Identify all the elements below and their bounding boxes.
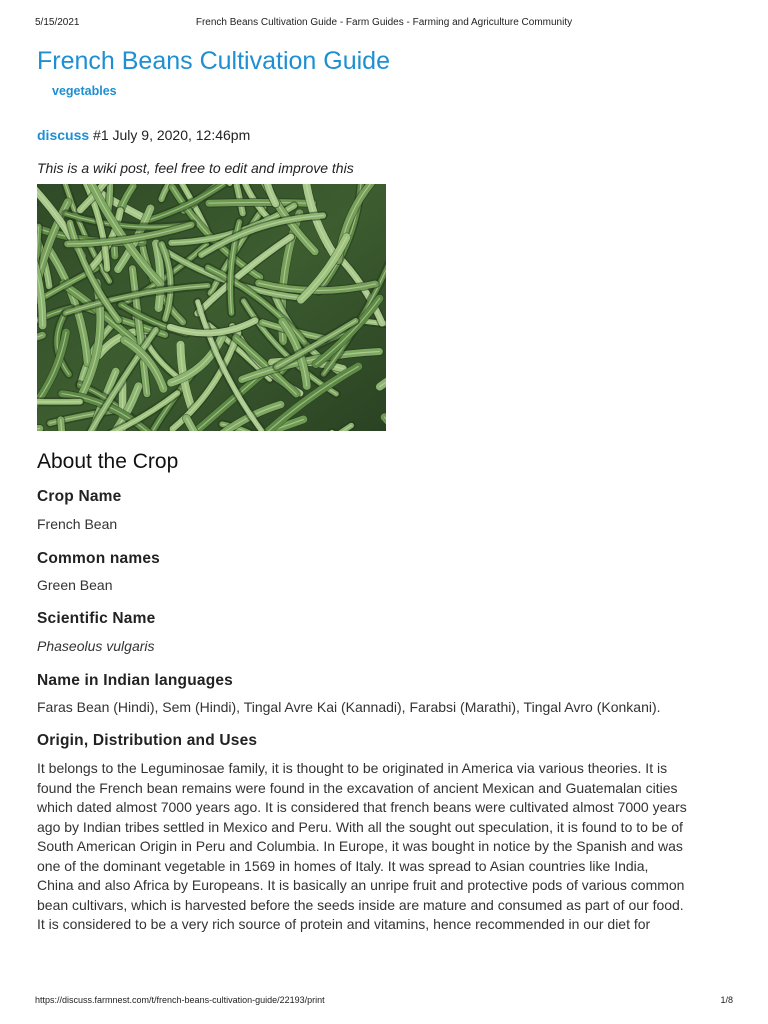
category-link[interactable]: vegetables [52, 84, 117, 98]
origin-paragraph-continued: It is considered to be a very rich source of protein and vitamins, hence recommended in our diet for [37, 916, 651, 932]
post-meta [37, 126, 687, 144]
print-url: https://discuss.farmnest.com/t/french-beans-cultivation-guide/22193/print [35, 995, 325, 1005]
post-author-link[interactable]: discuss [37, 127, 90, 143]
about-crop-heading: About the Crop [37, 450, 179, 473]
print-date: 5/15/2021 [35, 17, 80, 28]
topic-title[interactable]: French Beans Cultivation Guide [37, 47, 390, 75]
print-footer [35, 995, 733, 1009]
common-names-value: Green Bean [37, 576, 113, 593]
french-beans-photo [37, 184, 386, 431]
print-header [35, 17, 733, 31]
scientific-name-heading: Scientific Name [37, 610, 156, 627]
wiki-note: This is a wiki post, feel free to edit and improve this [37, 160, 354, 176]
post-number: #1 [93, 127, 109, 143]
crop-name-value: French Bean [37, 516, 118, 532]
print-document-title: French Beans Cultivation Guide - Farm Guides - Farming and Agriculture Community [195, 17, 573, 28]
origin-heading: Origin, Distribution and Uses [37, 732, 258, 749]
scientific-name-value: Phaseolus vulgaris [37, 638, 155, 654]
indian-names-value: Faras Bean (Hindi), Sem (Hindi), Tingal Avre Kai (Kannadi), Farabsi (Marathi), Tingal Avro (Konkani). [37, 698, 661, 715]
post-timestamp: July 9, 2020, 12:46pm [112, 127, 251, 143]
indian-names-heading: Name in Indian languages [37, 671, 234, 689]
common-names-heading: Common names [37, 549, 160, 567]
page-number: 1/8 [720, 995, 733, 1005]
post-content [37, 44, 687, 935]
origin-paragraph: It belongs to the Leguminosae family, it is thought to be originated in America via various theories. It is found the French bean remains were found in the excavation of ancient Mexican and Guatemalan cities which dated almost 7000 years ago. It is considered that french beans were cultivated almost 7000 years ago by Indian tribes settled in Mexico and Peru. With all the sought out speculation, it is found to to be of South American Origin in Peru and Columbia. In Europe, it was bought in notice by the Spanish and was one of the dominant vegetable in 1569 in homes of Italy. It was spread to Asian countries like India, China and also Africa by Europeans. It is basically an unripe fruit and protective pods of various common bean cultivars, which is harvested before the seeds inside are mature and consumed as part of our food. [37, 760, 687, 913]
crop-name-heading: Crop Name [37, 488, 122, 505]
